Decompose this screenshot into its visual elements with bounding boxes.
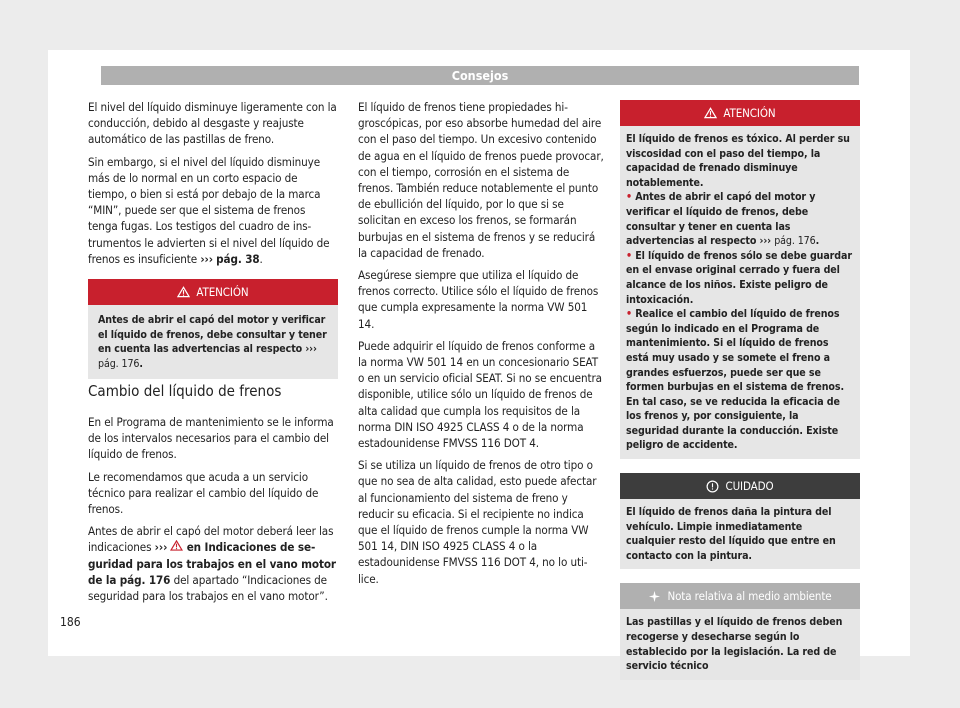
caution-circle-icon <box>706 480 719 493</box>
paragraph: Sin embargo, si el nivel del líquido disminuye más de lo normal en un corto espacio de tiempo, o bien si está por debajo de la marca “MIN”, puede ser que el sistema de frenos tenga fugas. Los testigos del cuadro de instrumentos le advierten si el nivel del líquido de frenos es insuficiente ››› pág. 38. <box>88 154 330 266</box>
warning-header <box>620 100 860 126</box>
caution-title: CUIDADO <box>725 479 774 494</box>
section-header: Consejos <box>101 66 859 85</box>
warning-title: ATENCIÓN <box>196 285 249 300</box>
paragraph: En el Programa de mantenimiento se le informa de los intervalos necesarios para el cambio del líquido de frenos. <box>88 415 334 462</box>
warning-bullet: • Realice el cambio del líquido de frenos según lo indicado en el Programa de mantenimiento. Si el líquido de frenos está muy usado y se somete el freno a grandes esfuerzos, puede ser que se formen burbujas en el sistema de frenos. En tal caso, se ve reducida la eficacia de los frenos y, por consiguiente, la seguridad durante la conducción. Existe peligro de accidente. <box>626 308 844 452</box>
page-link[interactable]: pág. 176 <box>774 235 816 248</box>
warning-bullet: • El líquido de frenos sólo se debe guardar en el envase original cerrado y fuera del alcance de los niños. Existe peligro de intoxicación. <box>626 249 852 306</box>
caution-header <box>620 473 860 499</box>
warning-header <box>88 279 338 305</box>
environment-header <box>620 583 860 609</box>
warning-bullet: • Antes de abrir el capó del motor y verificar el líquido de frenos, debe consultar y tener en cuenta las advertencias al respecto ››› pág. 176. <box>626 191 820 248</box>
warning-box <box>88 279 338 379</box>
warning-triangle-icon <box>170 540 183 551</box>
page-number: 186 <box>60 615 81 629</box>
warning-title: ATENCIÓN <box>723 106 776 120</box>
column-3 <box>620 100 860 680</box>
page-link[interactable]: pág. 38 <box>216 251 260 266</box>
warning-triangle-icon <box>177 286 190 298</box>
warning-text: Antes de abrir el capó del motor y verificar el líquido de frenos, debe consultar y tener en cuenta las advertencias al respecto ››› pág. 176. <box>98 314 327 370</box>
environment-icon <box>648 590 661 603</box>
arrow-icon: ››› <box>305 343 317 356</box>
arrow-icon: ››› <box>759 235 771 248</box>
paragraph: El líquido de frenos tiene propiedades higroscópicas, por eso absorbe humedad del aire con el paso del tiempo. Un excesivo contenido de agua en el líquido de frenos puede provocar, con el tiempo, corrosión en el sistema de frenos. También reduce notablemente el punto de ebullición del líquido, por lo que si se solicitan en exceso los frenos, se formarán burbujas en el sistema de frenos y se reducirá la capacidad de frenado. <box>358 100 604 260</box>
page-link[interactable]: pág. 176 <box>98 357 140 370</box>
paragraph: Le recomendamos que acuda a un servicio técnico para realizar el cambio del líquido de frenos. <box>88 469 319 517</box>
paragraph: El nivel del líquido disminuye ligeramente con la conducción, debido al desgaste y reajuste automático de las pastillas de freno. <box>88 100 337 147</box>
bullet-icon: • <box>626 191 632 204</box>
environment-box <box>620 583 860 679</box>
paragraph: Si se utiliza un líquido de frenos de otro tipo o que no sea de alta calidad, esto puede afectar al funcionamiento del sistema de freno y reducir su eficacia. Si el recipiente no indica que el líquido de frenos cumple la norma VW 501 14, DIN ISO 4925 CLASS 4 o la estadounidense FMVSS 116 DOT 4, no lo utilice. <box>358 458 597 586</box>
bullet-icon: • <box>626 308 632 321</box>
arrow-icon: ››› <box>154 540 168 555</box>
caution-box <box>620 473 860 569</box>
environment-text: Las pastillas y el líquido de frenos deben recogerse y desecharse según lo establecido por la legislación. La red de servicio técnico <box>626 616 843 673</box>
warning-text: El líquido de frenos es tóxico. Al perder su viscosidad con el paso del tiempo, la capacidad de frenado disminuye notablemente. <box>626 133 850 189</box>
paragraph: Asegúrese siempre que utiliza el líquido de frenos correcto. Utilice sólo el líquido de frenos que cumpla expresamente la norma VW 501 14. <box>358 268 599 331</box>
warning-triangle-icon <box>704 107 717 119</box>
page-link[interactable]: en Indicaciones de seguridad para los trabajos en el vano motor de la pág. 176 <box>88 540 336 587</box>
section-title: Cambio del líquido de frenos <box>88 382 282 400</box>
paragraph: Puede adquirir el líquido de frenos conforme a la norma VW 501 14 en un concesionario SEAT o en un servicio oficial SEAT. Si no se encuentra disponible, utilice sólo un líquido de frenos de alta calidad que cumpla los requisitos de la norma DIN ISO 4925 CLASS 4 o de la norma estadounidense FMVSS 116 DOT 4. <box>358 338 602 451</box>
environment-title: Nota relativa al medio ambiente <box>667 589 832 604</box>
paragraph: Antes de abrir el capó del motor deberá leer las indicaciones ››› en Indicaciones de seguridad para los trabajos en el vano motor de la pág. 176 del apartado “Indicaciones de seguridad para los trabajos en el vano motor”. <box>88 524 336 604</box>
column-1 <box>88 99 338 379</box>
warning-box <box>620 100 860 459</box>
arrow-icon: ››› <box>200 251 213 266</box>
caution-text: El líquido de frenos daña la pintura del vehículo. Limpie inmediatamente cualquier resto del líquido que entre en contacto con la pintura. <box>626 506 836 562</box>
bullet-icon: • <box>626 249 632 262</box>
column-1-lower <box>88 414 338 610</box>
column-2 <box>358 99 604 593</box>
